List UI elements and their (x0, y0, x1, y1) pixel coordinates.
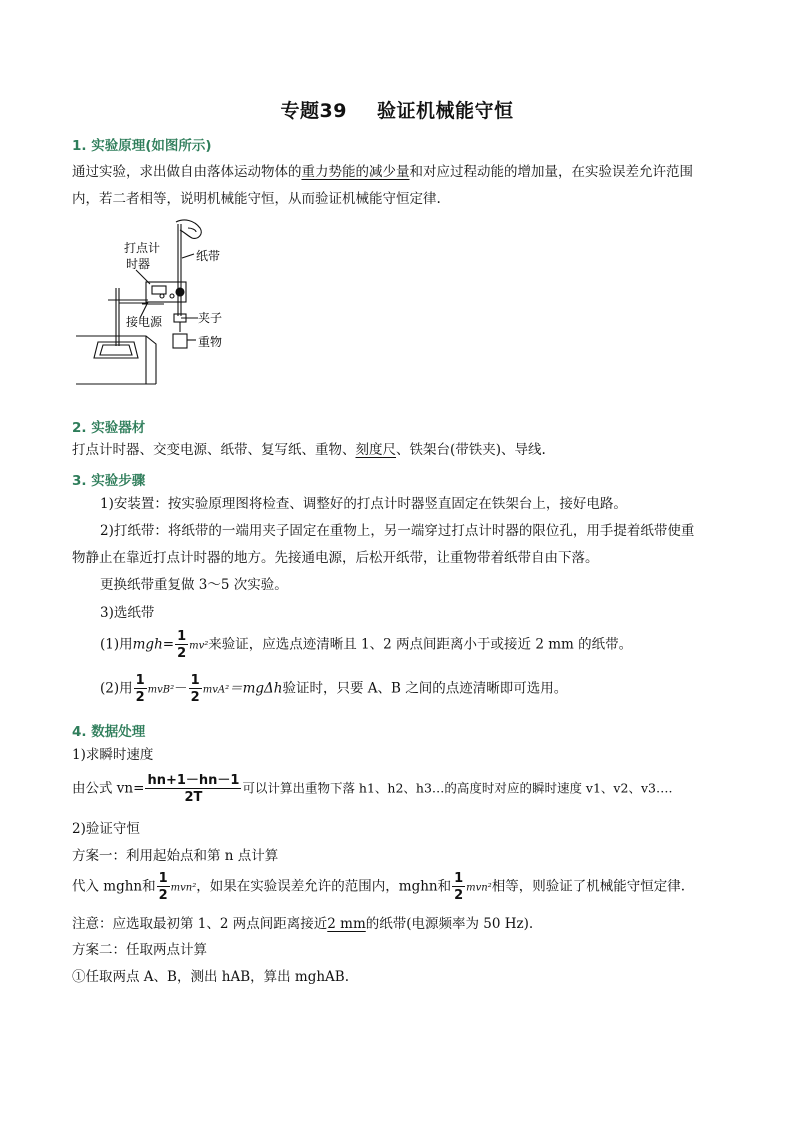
figure-label-tape: 纸带 (196, 249, 221, 263)
opt1-text: 来验证，应选点迹清晰且 1、2 两点间距离小于或接近 2 mm 的纸带。 (208, 636, 633, 653)
principle-text: 通过实验，求出做自由落体运动物体的 (72, 164, 302, 180)
repeat-note: 更换纸带重复做 3～5 次实验。 (100, 577, 288, 593)
substitution-line (72, 872, 734, 902)
step-2-line-1: 2)打纸带：将纸带的一端用夹子固定在重物上，另一端穿过打点计时器的限位孔，用手提着纸带使重 (100, 523, 695, 539)
frac-den: 2 (135, 690, 145, 705)
apparatus-figure (76, 218, 236, 388)
note-underlined: 2 mm (327, 916, 366, 932)
opt1-mv: mv² (189, 640, 209, 652)
figure-label-timer: 打点计 (124, 241, 161, 255)
frac-num: 1 (454, 871, 464, 886)
step-2-line-2: 物静止在靠近打点计时器的地方。先接通电源，后松开纸带，让重物带着纸带自由下落。 (72, 550, 599, 566)
figure-label-clip: 夹子 (198, 311, 223, 325)
step-3: 3)选纸带 (100, 605, 155, 621)
sub-text-c: 相等，则验证了机械能守恒定律. (491, 878, 686, 895)
opt2-eq: ＝mgΔh (229, 680, 283, 697)
materials-text-2: 、铁架台(带铁夹)、导线. (396, 442, 546, 458)
fraction-half-4 (452, 872, 465, 902)
frac-num: 1 (158, 871, 168, 886)
opt2-minus: － (174, 680, 188, 697)
frac-num: 1 (177, 629, 187, 644)
materials-ruler: 刻度尺 (355, 442, 396, 458)
section-heading-principle: 1. 实验原理(如图所示) (72, 138, 212, 154)
frac-num: 1 (135, 673, 145, 688)
principle-line-2: 内，若二者相等，说明机械能守恒，从而验证机械能守恒定律. (72, 191, 441, 207)
velocity-fraction (145, 774, 241, 804)
plan-2: 方案二：任取两点计算 (72, 942, 207, 958)
formula-den: 2T (184, 790, 203, 805)
fraction-half-3 (157, 872, 170, 902)
figure-label-power: 接电源 (126, 315, 163, 329)
option-1 (100, 630, 734, 660)
figure-label-weight: 重物 (198, 335, 223, 349)
frac-den: 2 (158, 888, 168, 903)
formula-text: 可以计算出重物下落 h1、h2、h3…的高度时对应的瞬时速度 v1、v2、v3…. (242, 780, 673, 796)
sub-mv-2: mvn² (466, 882, 492, 894)
note-text-c: 的纸带(电源频率为 50 Hz). (365, 916, 534, 932)
note-line (72, 911, 734, 938)
frac-den: 2 (454, 888, 464, 903)
opt2-mvb: mvB² (147, 684, 175, 696)
opt2-prefix: (2)用 (100, 680, 133, 697)
data-sub-1: 1)求瞬时速度 (72, 747, 154, 763)
section-heading-steps: 3. 实验步骤 (72, 473, 146, 489)
opt1-prefix: (1)用 (100, 636, 133, 653)
formula-prefix: 由公式 vn= (72, 780, 145, 797)
materials-text: 打点计时器、交变电源、纸带、复写纸、重物、 (72, 442, 356, 458)
frac-num: 1 (190, 673, 200, 688)
section-heading-materials: 2. 实验器材 (72, 420, 146, 436)
principle-underlined: 重力势能的减少量 (301, 164, 410, 180)
title-subject: 验证机械能守恒 (376, 100, 514, 122)
principle-line-1 (72, 159, 734, 186)
sub-text-a: 代入 mghn和 (72, 878, 156, 895)
plan-1: 方案一：利用起始点和第 n 点计算 (72, 848, 279, 864)
option-2 (100, 674, 734, 704)
step-1: 1)安装置：按实验原理图将检查、调整好的打点计时器竖直固定在铁架台上，接好电路。 (100, 496, 627, 512)
note-text-a: 注意：应选取最初第 1、2 两点间距离接近 (72, 916, 328, 932)
page-title (0, 96, 794, 123)
opt1-eq: = (162, 636, 175, 653)
opt2-text: 验证时，只要 A、B 之间的点迹清晰即可选用。 (282, 680, 568, 697)
principle-text-2: 和对应过程动能的增加量，在实验误差允许范围 (409, 164, 693, 180)
opt2-mva: mvA² (202, 684, 230, 696)
fraction-half-2 (189, 674, 202, 704)
formula-num: hn+1－hn－1 (147, 773, 240, 788)
fraction-half-1 (134, 674, 147, 704)
section-heading-data: 4. 数据处理 (72, 724, 146, 740)
pick-points: ①任取两点 A、B，测出 hAB，算出 mghAB. (72, 969, 350, 985)
opt1-mgh: mgh (132, 636, 163, 653)
materials-line (72, 437, 734, 464)
sub-text-b: ，如果在实验误差允许的范围内，mghn和 (196, 878, 452, 895)
data-sub-2: 2)验证守恒 (72, 821, 140, 837)
velocity-formula (72, 774, 734, 804)
title-topic: 专题39 (280, 100, 347, 122)
frac-den: 2 (190, 690, 200, 705)
frac-den: 2 (177, 646, 187, 661)
sub-mv: mvn² (170, 882, 197, 894)
figure-label-timer-2: 时器 (126, 257, 151, 271)
fraction-half (175, 630, 188, 660)
